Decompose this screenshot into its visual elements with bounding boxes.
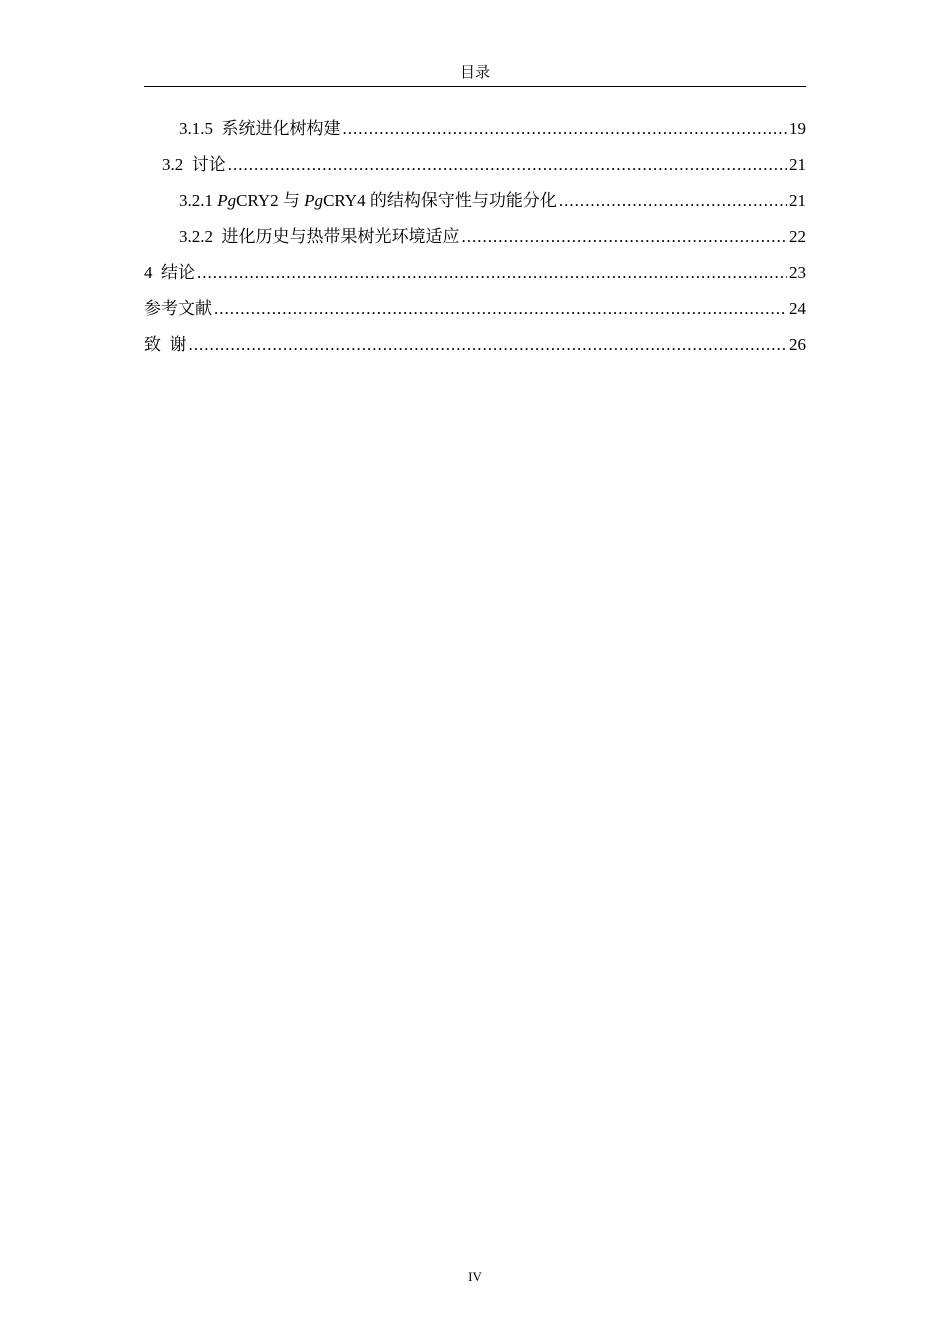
toc-entry-text: 讨论	[191, 155, 226, 174]
toc-entry-3-2[interactable]	[144, 152, 806, 188]
toc-entry-text: 进化历史与热带果树光环境适应	[221, 227, 460, 246]
toc-entry-title	[179, 224, 460, 250]
toc-page-number: 26	[789, 335, 806, 354]
toc-leader-dots	[189, 332, 788, 358]
toc-entry-text: 结论	[161, 263, 195, 282]
toc-page-number: 24	[789, 299, 806, 318]
toc-entry-text: CRY2 与	[236, 191, 305, 210]
species-abbrev: Pg	[304, 191, 324, 210]
toc-entry-number: 3.2	[162, 155, 184, 174]
toc-entry-number: 4	[144, 263, 153, 282]
toc-page-number: 19	[789, 119, 806, 138]
toc-entry-number: 3.1.5	[179, 119, 213, 138]
header-title: 目录	[459, 65, 490, 81]
toc-leader-dots	[228, 152, 787, 178]
toc-page-number: 23	[789, 263, 806, 282]
toc-entry-3-1-5[interactable]	[144, 116, 806, 152]
page-footer	[0, 1268, 950, 1286]
toc-entry-number: 3.2.1	[179, 191, 213, 210]
page-number: IV	[468, 1269, 482, 1284]
toc-entry-3-2-2[interactable]	[144, 224, 806, 260]
toc-entry-4[interactable]	[144, 260, 806, 296]
toc-leader-dots	[343, 116, 788, 142]
toc-leader-dots	[197, 260, 787, 286]
toc-leader-dots	[214, 296, 787, 322]
toc-page-number: 21	[789, 155, 806, 174]
toc-entry-title	[179, 188, 557, 214]
toc-entry-acknowledgements[interactable]	[144, 332, 806, 368]
toc-entry-text: CRY4 的结构保守性与功能分化	[323, 191, 557, 210]
table-of-contents	[144, 116, 806, 368]
toc-entry-references[interactable]	[144, 296, 806, 332]
toc-entry-title	[179, 116, 341, 142]
toc-entry-title	[144, 296, 212, 322]
toc-entry-title	[144, 260, 195, 286]
toc-leader-dots	[462, 224, 788, 250]
toc-entry-text: 参考文献	[144, 299, 212, 318]
toc-entry-number: 3.2.2	[179, 227, 213, 246]
toc-entry-title	[144, 332, 187, 358]
toc-page-number: 21	[789, 191, 806, 210]
species-abbrev: Pg	[217, 191, 237, 210]
toc-page-number: 22	[789, 227, 806, 246]
toc-entry-3-2-1[interactable]	[144, 188, 806, 224]
page-header	[144, 62, 806, 87]
toc-leader-dots	[559, 188, 787, 214]
toc-entry-text: 致 谢	[144, 335, 187, 354]
toc-entry-title	[162, 152, 226, 178]
toc-entry-text: 系统进化树构建	[221, 119, 341, 138]
